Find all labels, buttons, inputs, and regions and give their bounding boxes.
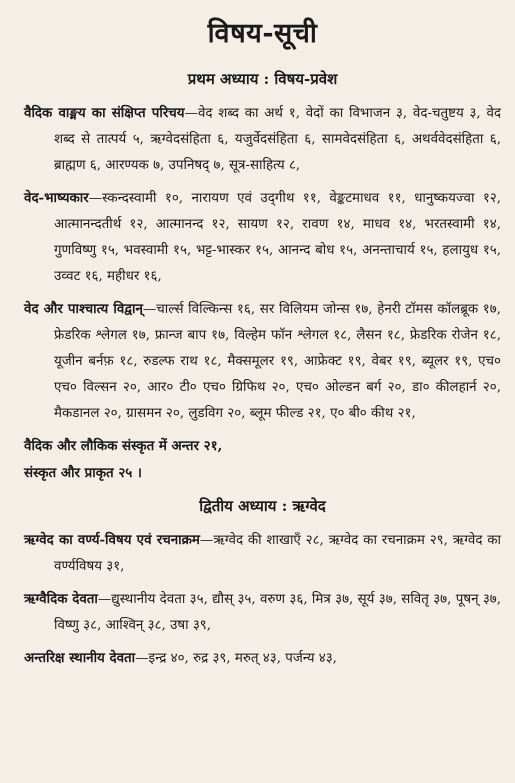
entry-head: वैदिक और लौकिक संस्कृत में अन्तर २१, [24,438,223,454]
entry-rigveda-subject [24,527,501,580]
entry-head: वेद-भाष्यकार [24,190,89,206]
entry-head: वैदिक वाङ्मय का संक्षिप्त परिचय [24,105,185,121]
entry-body: —स्कन्दस्वामी १०, नारायण एवं उद्‌गीथ ११, वेङ्कटमाधव ११, धानुष्कयज्वा १२, आत्मानन्दतीर्थ १२, आत्मानन्द १२, सायण १२, रावण १४, माधव १४, भरतस्वामी १४, गुणविष्णु १५, भवस्वामी १५, भट्ट-भास्कर १५, आनन्द बोध १५, अनन्ताचार्य १५, हलायुध १५, उव्वट १६, महीधर १६, [54,191,501,284]
chapter-1-heading: प्रथम अध्याय : विषय-प्रवेश [187,70,338,88]
entry-head: संस्कृत और प्राकृत २५ । [24,465,143,481]
entry-body: —वेद शब्द का अर्थ १, वेदों का विभाजन ३, वेद-चतुष्टय ३, वेद शब्द से तात्पर्य ५, ऋग्वेदसंहिता ६, यजुर्वेदसंहिता ६, सामवेदसंहिता ६, अथर्ववेदसंहिता ६, ब्राह्मण ६, आरण्यक ७, उपनिषद् ७, सूत्र-साहित्य ८, [54,106,501,173]
entry-atmospheric-deities [24,645,501,672]
entry-body: —ऋग्वेद की शाखाएँ २८, ऋग्वेद का रचनाक्रम २९, ऋग्वेद का वर्ण्यविषय ३१, [54,533,501,574]
entry-vedic-literature [24,100,501,179]
entry-body: —द्युस्थानीय देवता ३५, द्यौस् ३५, वरुण ३६, मित्र ३७, सूर्य ३७, सवितृ ३७, पूषन् ३७, विष्णु ३८, आश्विन् ३८, उषा ३९, [54,592,502,633]
entry-head: अन्तरिक्ष स्थानीय देवता [24,650,136,666]
entry-body: —चार्ल्स विल्किन्स १६, सर विलियम जोन्स १७, हेनरी टॉमस कॉलब्रूक १७, फ्रेडरिक श्लेगल १७, फ्रान्ज बाप १७, विल्हेम फॉन श्लेगल १८, लैसन १८, फ्रेडरिक रोजेन १८, यूजीन बर्नफ़ १८, रुडल्फ राथ १८, मैक्समूलर १९, आफ्रेक्ट १९, वेबर १९, ब्यूलर १९, एच० एच० विल्सन २०, आर० टी० एच० ग्रिफिथ २०, एच० ओल्डन बर्ग २०, डा० कीलहार्न २०, मैकडानल २०, ग्रासमन २०, लुडविग २०, ब्लूम फील्ड २१, ए० बी० कीथ २१, [54,302,501,421]
page-title: विषय-सूची [207,18,318,49]
entry-head: ऋग्वैदिक देवता [24,591,98,607]
entry-sanskrit-prakrit [24,460,501,487]
entry-commentators [24,185,501,290]
entry-western-scholars [24,296,501,427]
entry-body: —इन्द्र ४०, रुद्र ३९, मरुत् ४३, पर्जन्य ४३, [135,651,337,666]
chapter-2-heading: द्वितीय अध्याय : ऋग्वेद [199,497,326,515]
entry-rigvedic-deities [24,586,501,639]
entry-head: ऋग्वेद का वर्ण्य-विषय एवं रचनाक्रम [24,532,200,548]
entry-vedic-vs-classical [24,433,501,460]
entry-head: वेद और पाश्चात्य विद्वान् [24,301,143,317]
